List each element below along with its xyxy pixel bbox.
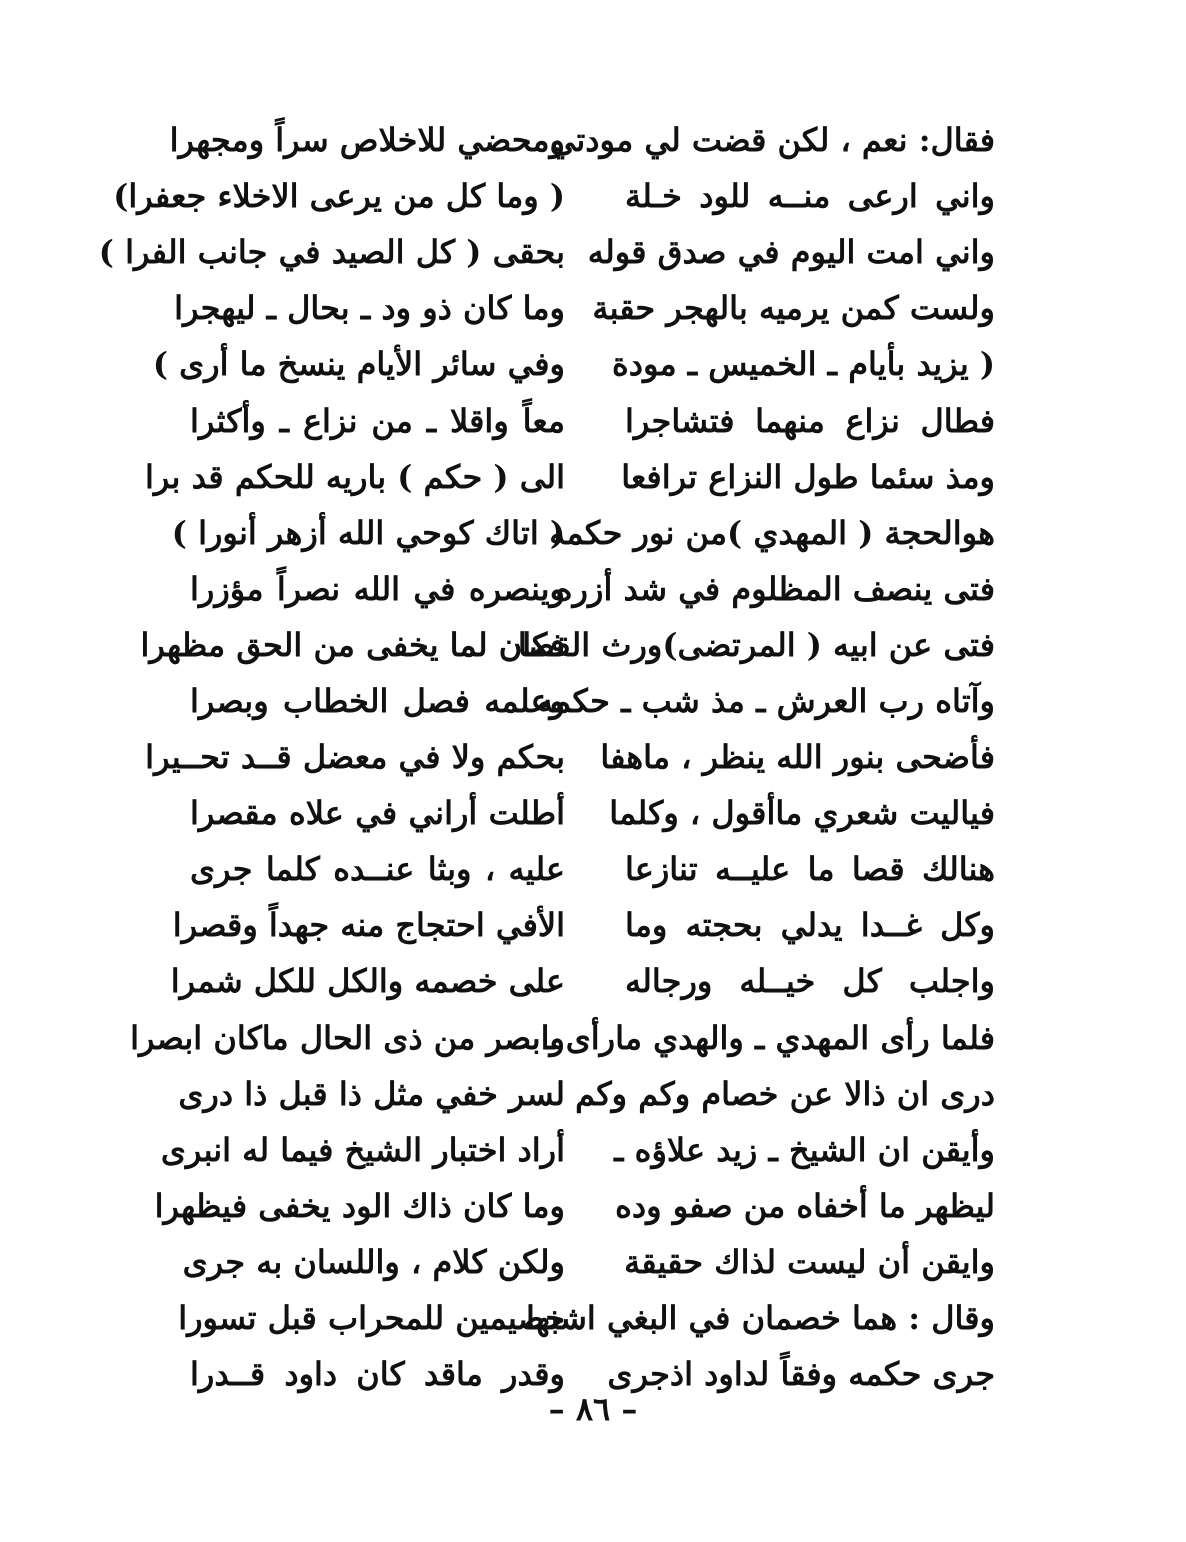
hemistich-first: فقال: نعم ، لكن قضت لي مودتي [549, 121, 995, 160]
hemistich-second: عليه ، وبثا عنــده كلما جرى [190, 850, 565, 889]
hemistich-first: درى ان ذالا عن خصام وكم وكم [575, 1074, 995, 1113]
hemistich-second: معاً واقلا ـ من نزاع ـ وأكثرا [190, 401, 565, 440]
hemistich-second: الى ( حكم ) باريه للحكم قد برا [144, 457, 565, 496]
hemistich-first: وأيقن ان الشيخ ـ زيد علاؤه ـ [614, 1130, 995, 1169]
verse [170, 953, 995, 1009]
verse [185, 841, 995, 897]
verse [145, 729, 995, 785]
hemistich-second: وابصر من ذى الحال ماكان ابصرا [130, 1018, 565, 1057]
verse [154, 1178, 995, 1234]
verse [160, 1122, 995, 1178]
hemistich-second: فكان لما يخفى من الحق مظهرا [140, 625, 565, 664]
hemistich-second: وعلمه فصل الخطاب وبصرا [190, 681, 565, 720]
hemistich-first: هوالحجة ( المهدي )من نور حكمه [549, 513, 995, 552]
hemistich-second: ( وما كل من يرعى الاخلاء جعفرا) [113, 177, 565, 216]
hemistich-first: فأضحى بنور الله ينظر ، ماهفا [600, 738, 995, 777]
hemistich-first: فطال نزاع منهما فتشاجرا [625, 401, 995, 440]
hemistich-first: وقال : هما خصمان في البغي اشبها [525, 1299, 995, 1338]
verse [171, 505, 995, 561]
verse [130, 1010, 995, 1066]
hemistich-first: ومذ سئما طول النزاع ترافعا [621, 457, 995, 496]
hemistich-first: جرى حكمه وفقاً لداود اذجرى [607, 1355, 995, 1394]
hemistich-first: هنالك قصا ما عليــه تنازعا [625, 850, 995, 889]
hemistich-second: أراد اختبار الشيخ فيما له انبرى [160, 1130, 565, 1169]
verse [178, 1066, 995, 1122]
hemistich-first: فتى ينصف المظلوم في شد أزره [555, 569, 995, 608]
hemistich-first: ليظهر ما أخفاه من صفو وده [615, 1186, 995, 1225]
verse [185, 673, 995, 729]
hemistich-first: وكل غــدا يدلي بحجته وما [625, 906, 995, 945]
hemistich-second: ومحضي للاخلاص سراً ومجهرا [169, 121, 565, 160]
verse [185, 561, 995, 617]
verse [98, 224, 995, 280]
hemistich-first: واني ارعى منــه للود خـلة [625, 177, 995, 216]
verse [172, 897, 995, 953]
verse [144, 449, 995, 505]
hemistich-first: واني امت اليوم في صدق قوله [587, 233, 995, 272]
poem [98, 112, 995, 1402]
hemistich-second: ( اتاك كوحي الله أزهر أنورا ) [171, 513, 565, 552]
hemistich-first: وايقن أن ليست لذاك حقيقة [624, 1242, 995, 1281]
verse [113, 168, 995, 224]
hemistich-second: أطلت أراني في علاه مقصرا [190, 794, 565, 833]
verse [185, 785, 995, 841]
verse [182, 1234, 995, 1290]
hemistich-second: وما كان ذو ود ـ بحال ـ ليهجرا [174, 289, 565, 328]
verse [140, 617, 995, 673]
hemistich-first: ولست كمن يرميه بالهجر حقبة [592, 289, 995, 328]
page-number: – ٨٦ – [548, 1390, 638, 1428]
verse [152, 336, 995, 392]
verse [169, 112, 995, 168]
hemistich-second: وفي سائر الأيام ينسخ ما أرى ) [152, 345, 565, 384]
hemistich-first: وآتاه رب العرش ـ مذ شب ـ حكمه [536, 681, 995, 720]
hemistich-second: وقدر ماقد كان داود قــدرا [190, 1355, 565, 1394]
hemistich-second: خصيمين للمحراب قبل تسورا [178, 1299, 565, 1338]
hemistich-second: وما كان ذاك الود يخفى فيظهرا [154, 1186, 565, 1225]
verse [185, 392, 995, 448]
hemistich-second: بحقى ( كل الصيد في جانب الفرا ) [98, 233, 565, 272]
hemistich-second: لسر خفي مثل ذا قبل ذا درى [178, 1074, 565, 1113]
hemistich-first: فياليت شعري ماأقول ، وكلما [609, 794, 995, 833]
hemistich-first: فلما رأى المهدي ـ والهدي مارأى ـ [545, 1018, 995, 1057]
hemistich-second: ولكن كلام ، واللسان به جرى [182, 1242, 565, 1281]
verse [178, 1290, 995, 1346]
hemistich-second: بحكم ولا في معضل قــد تحــيرا [145, 738, 565, 777]
hemistich-second: وينصره في الله نصراً مؤزرا [190, 569, 565, 608]
hemistich-first: ( يزيد بأيام ـ الخميس ـ مودة [611, 345, 995, 384]
hemistich-second: الأفي احتجاج منه جهداً وقصرا [172, 906, 565, 945]
hemistich-second: على خصمه والكل للكل شمرا [170, 962, 565, 1001]
verse [174, 280, 995, 336]
hemistich-first: واجلب كل خيــله ورجاله [625, 962, 995, 1001]
hemistich-first: فتى عن ابيه ( المرتضى)ورث القضا [517, 625, 995, 664]
